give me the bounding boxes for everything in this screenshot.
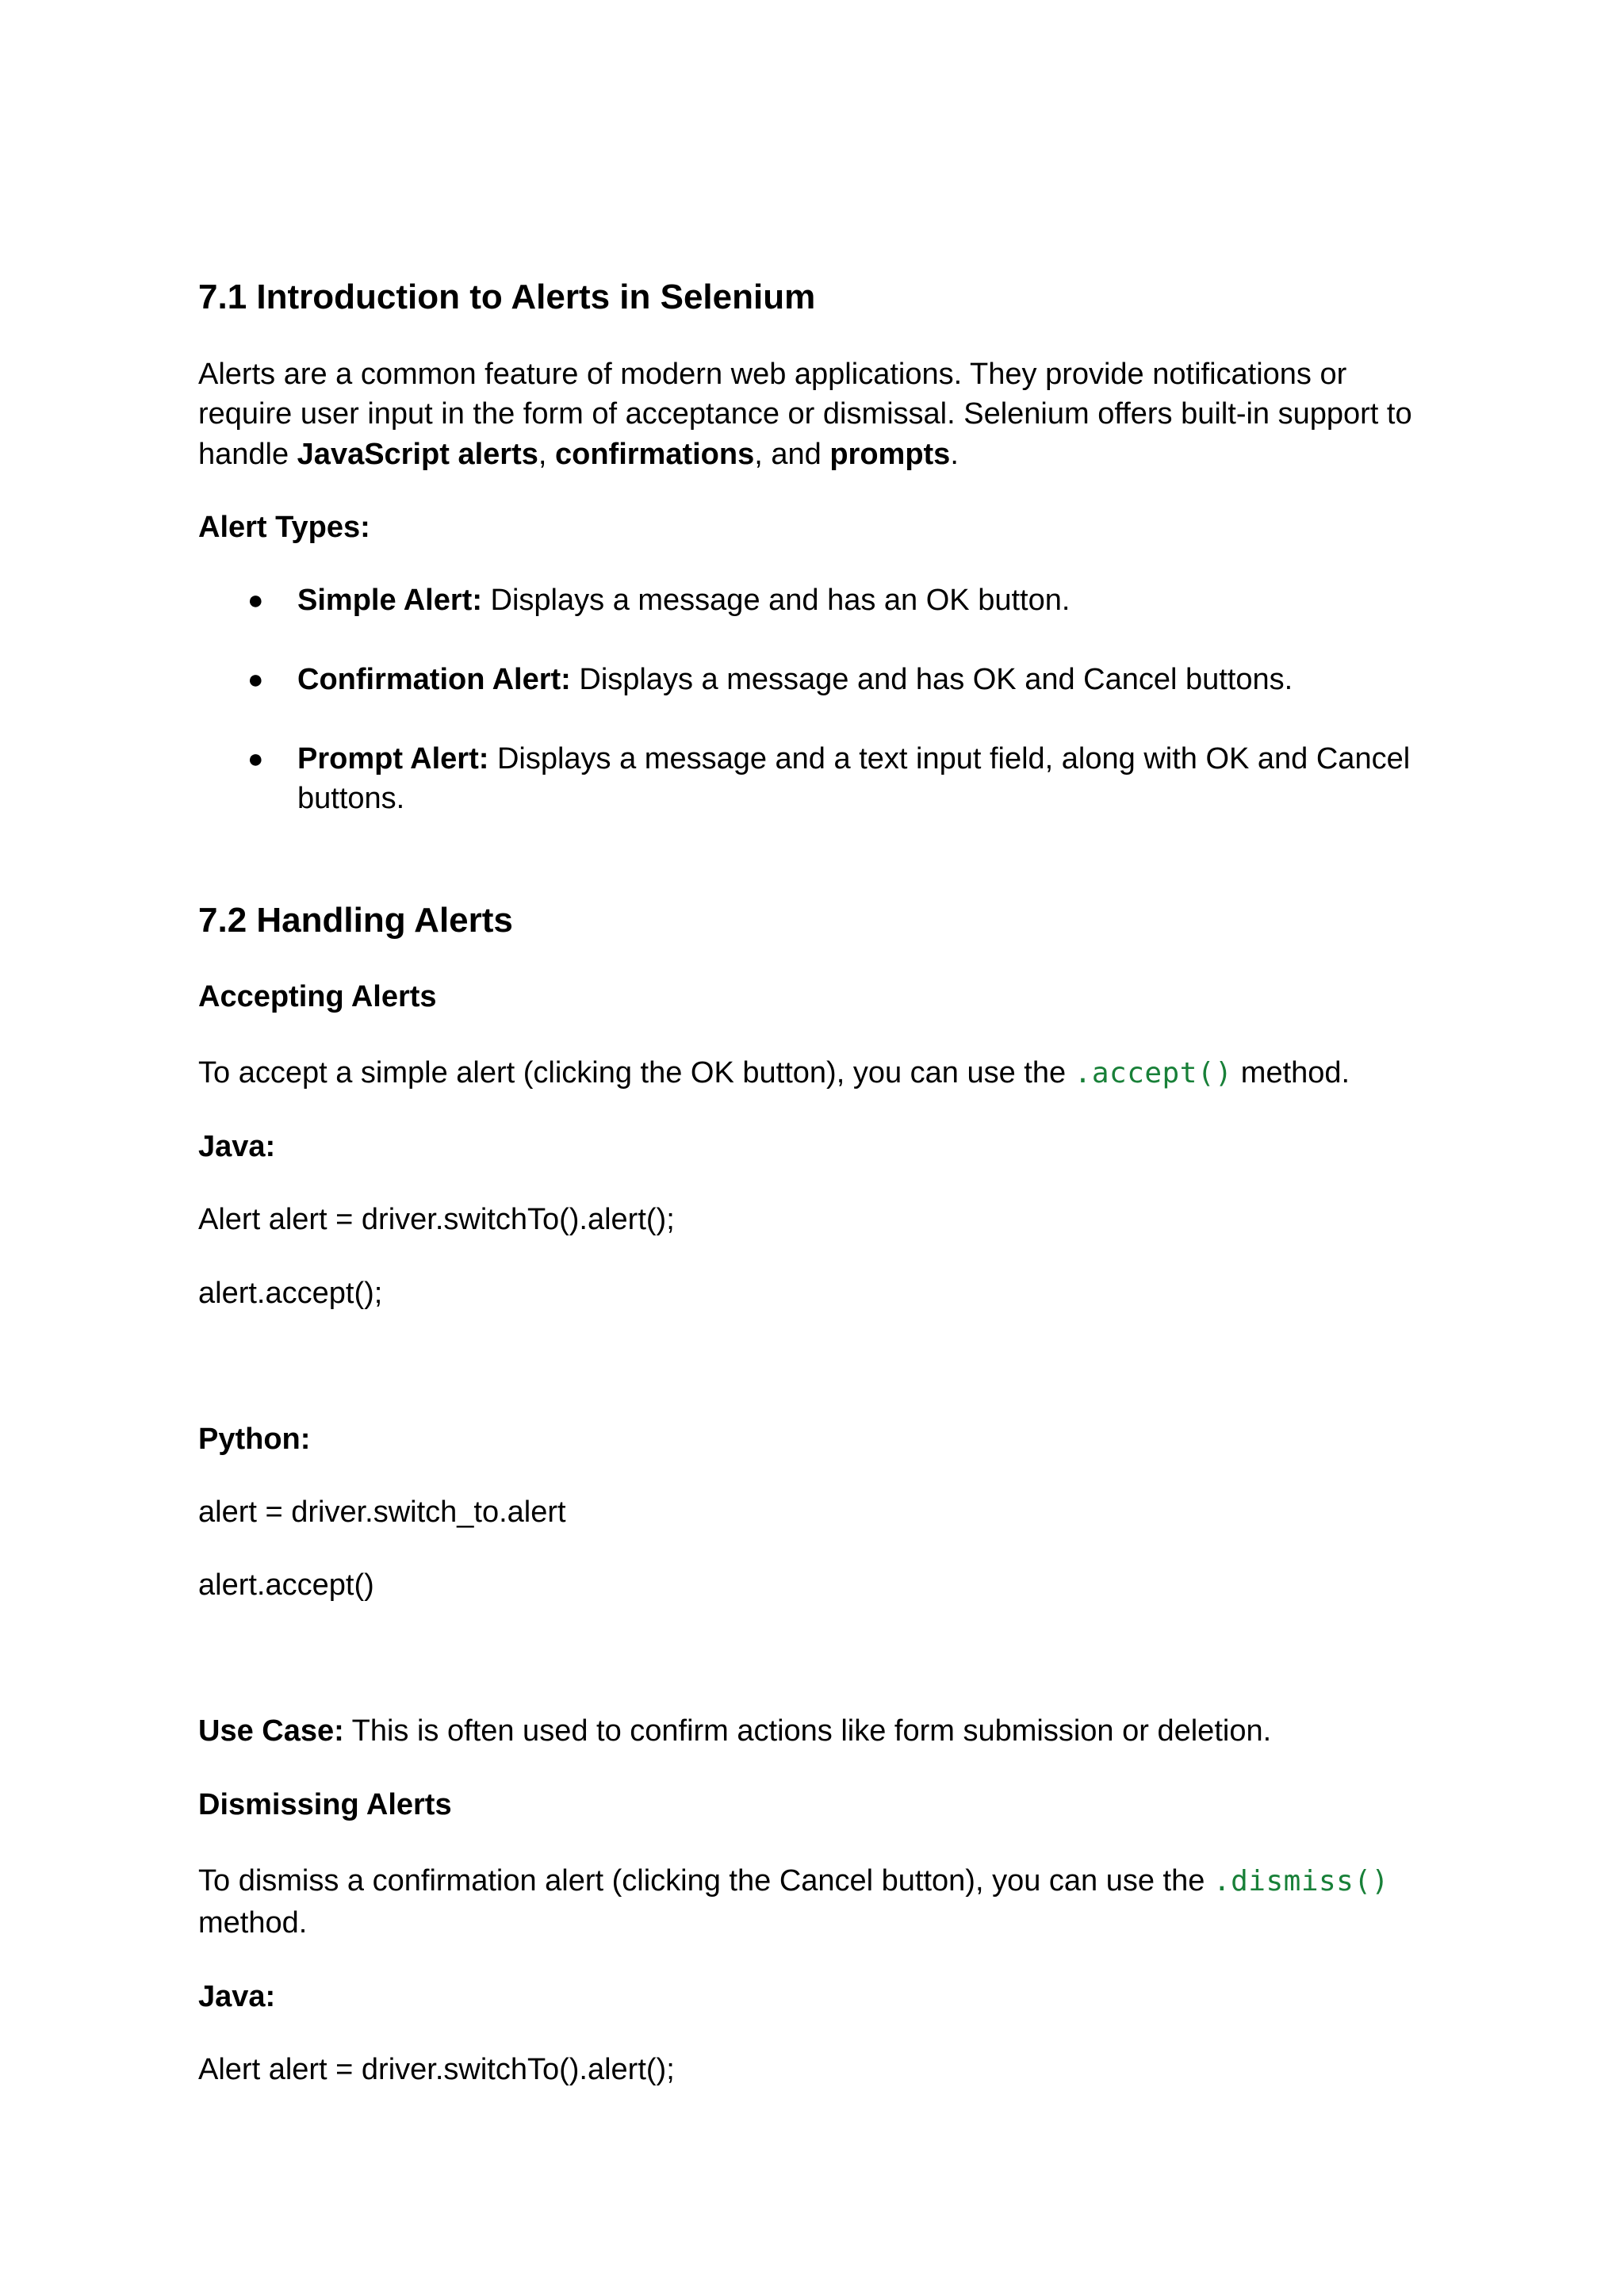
accept-method-code: .accept() — [1074, 1057, 1233, 1090]
dismissing-text-start: To dismiss a confirmation alert (clicking the Cancel button), you can use the — [198, 1864, 1213, 1898]
dismiss-method-code: .dismiss() — [1212, 1865, 1389, 1898]
java-code-line: alert.accept(); — [198, 1277, 383, 1310]
list-item-text — [297, 739, 1423, 818]
intro-line-1: Alerts are a common feature of modern web applications. They provide notifications or — [198, 358, 1347, 391]
intro-separator-2: , and — [754, 438, 830, 471]
intro-end: . — [950, 438, 959, 471]
dismissing-alerts-text — [198, 1861, 1389, 1901]
java-label: Java: — [198, 1130, 276, 1163]
bullet-icon: ● — [247, 664, 264, 695]
list-item-term: Prompt Alert: — [297, 742, 489, 776]
use-case-description: This is often used to confirm actions like form submission or deletion. — [343, 1714, 1272, 1748]
term-javascript-alerts: JavaScript alerts — [297, 438, 538, 471]
python-code-line: alert.accept() — [198, 1568, 374, 1602]
term-prompts: prompts — [829, 438, 951, 471]
python-label: Python: — [198, 1423, 311, 1456]
list-item-text — [297, 660, 1423, 699]
java-code-line: Alert alert = driver.switchTo().alert(); — [198, 2053, 675, 2086]
list-item-term: Simple Alert: — [297, 584, 482, 617]
intro-separator-1: , — [538, 438, 555, 471]
use-case-text — [198, 1711, 1271, 1751]
accepting-text-end: method. — [1232, 1056, 1350, 1090]
bullet-icon: ● — [247, 744, 264, 774]
list-item-text — [297, 580, 1423, 620]
section-heading-7-2: 7.2 Handling Alerts — [198, 901, 513, 940]
dismissing-text-line-2: method. — [198, 1906, 308, 1940]
list-item-description: Displays a message and has an OK button. — [481, 584, 1071, 617]
dismissing-alerts-title: Dismissing Alerts — [198, 1788, 452, 1821]
term-confirmations: confirmations — [554, 438, 755, 471]
list-item-description: Displays a message and a text input field, along with OK and Cancel buttons. — [297, 742, 1411, 815]
alert-types-label: Alert Types: — [198, 511, 370, 544]
section-heading-7-1: 7.1 Introduction to Alerts in Selenium — [198, 278, 816, 316]
java-label: Java: — [198, 1980, 276, 2013]
use-case-label: Use Case: — [198, 1714, 344, 1748]
intro-line-3-start: handle — [198, 438, 297, 471]
accepting-text-start: To accept a simple alert (clicking the OK button), you can use the — [198, 1056, 1074, 1090]
intro-line-3 — [198, 435, 959, 474]
intro-line-2: require user input in the form of acceptance or dismissal. Selenium offers built-in support to — [198, 397, 1412, 431]
accepting-alerts-title: Accepting Alerts — [198, 980, 437, 1013]
list-item-description: Displays a message and has OK and Cancel buttons. — [570, 663, 1293, 696]
accepting-alerts-text — [198, 1053, 1350, 1093]
bullet-icon: ● — [247, 585, 264, 615]
python-code-line: alert = driver.switch_to.alert — [198, 1496, 566, 1529]
java-code-line: Alert alert = driver.switchTo().alert(); — [198, 1203, 675, 1236]
list-item-term: Confirmation Alert: — [297, 663, 571, 696]
